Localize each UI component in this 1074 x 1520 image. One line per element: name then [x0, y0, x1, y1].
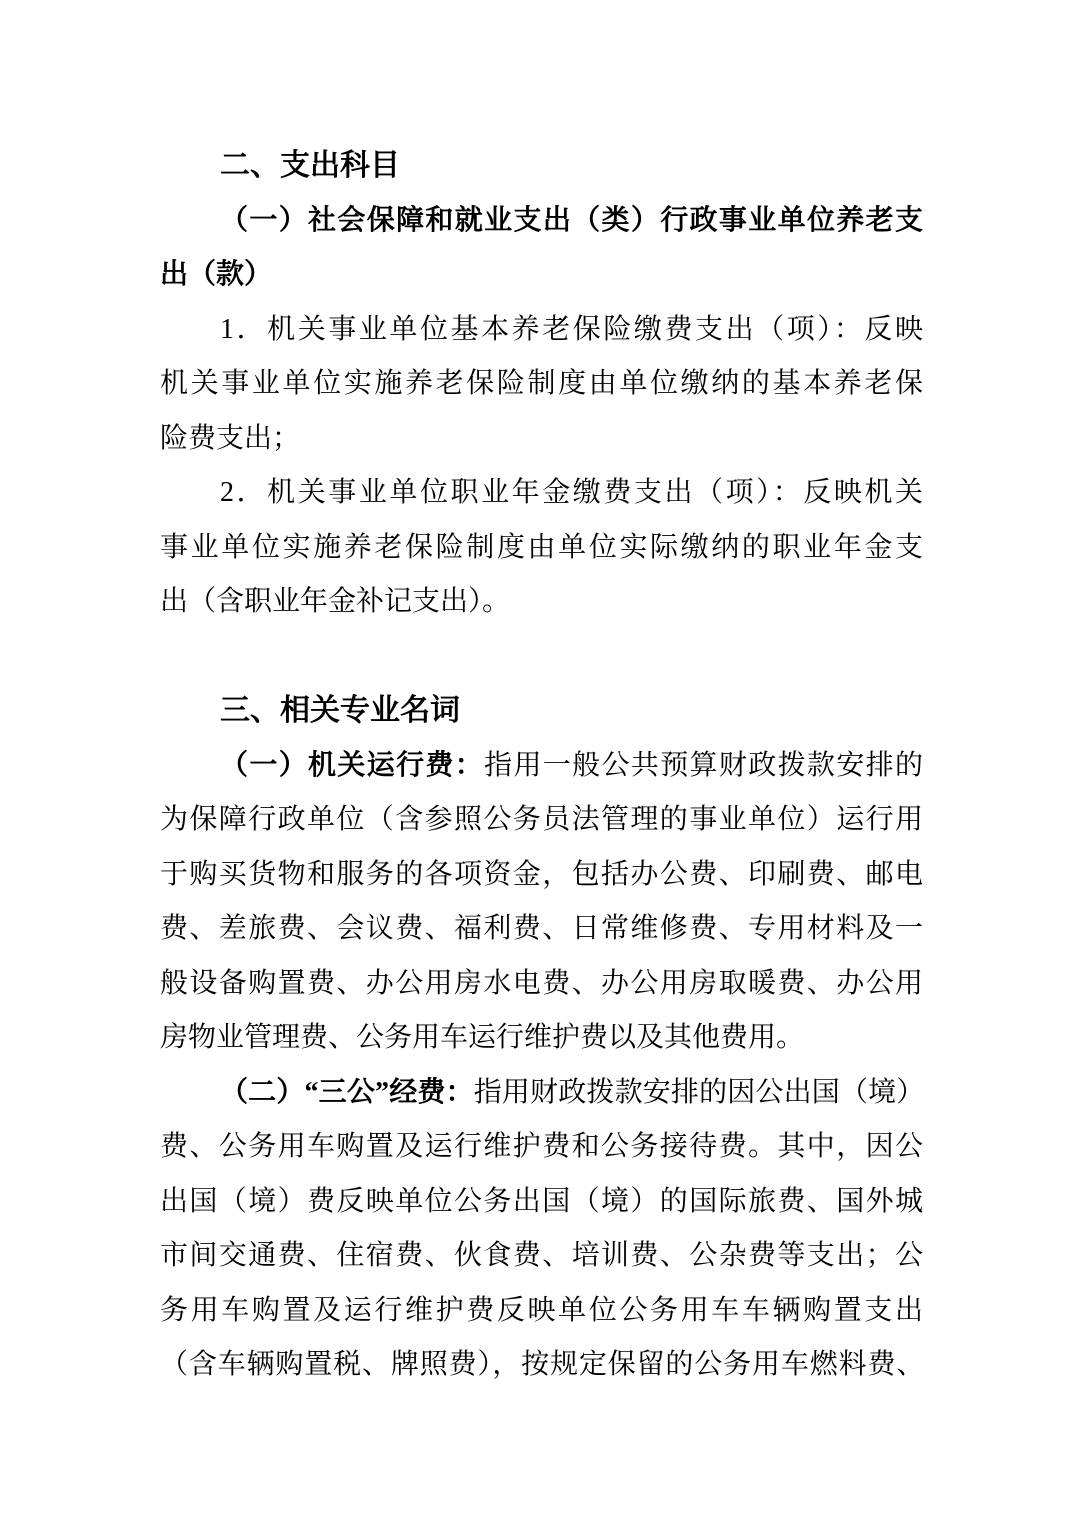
text-segment: 房物业管理费、公务用车运行维护费以及其他费用。 — [160, 1022, 805, 1053]
text-line — [160, 793, 923, 848]
text-segment: 指用一般公共预算财政拨款安排的 — [484, 749, 923, 781]
text-line — [160, 248, 923, 303]
document-body — [160, 139, 923, 1393]
heading-line — [160, 684, 923, 739]
text-segment: 般设备购置费、办公用房水电费、办公用房取暖费、办公用 — [160, 967, 923, 999]
text-segment: 出（含职业年金补记支出）。 — [160, 586, 511, 617]
text-line — [160, 412, 923, 467]
text-line — [160, 357, 923, 412]
para-agency-operating-cost — [160, 739, 923, 1066]
text-line — [160, 848, 923, 903]
text-line — [160, 303, 923, 358]
text-line — [160, 194, 923, 249]
text-segment: 三、相关专业名词 — [220, 694, 460, 727]
text-segment: 指用财政拨款安排的因公出国（境） — [473, 1076, 923, 1108]
text-segment: 出国（境）费反映单位公务出国（境）的国际旅费、国外城 — [160, 1185, 923, 1217]
text-line — [160, 575, 923, 630]
text-line — [160, 739, 923, 794]
text-segment: 费、公务用车购置及运行维护费和公务接待费。其中，因公 — [160, 1131, 923, 1162]
section-heading-related-terms — [160, 684, 923, 739]
text-segment: 机关事业单位实施养老保险制度由单位缴纳的基本养老保 — [160, 368, 923, 399]
text-segment: 1．机关事业单位基本养老保险缴费支出（项）：反映 — [220, 313, 923, 345]
text-segment: 费、差旅费、会议费、福利费、日常维修费、专用材料及一 — [160, 913, 923, 944]
term-label: （一）机关运行费： — [220, 749, 485, 781]
para-basic-pension-contribution — [160, 303, 923, 467]
heading-line — [160, 139, 923, 194]
text-line — [160, 466, 923, 521]
para-three-public-funds — [160, 1066, 923, 1393]
text-segment: （含车辆购置税、牌照费），按规定保留的公务用车燃料费、 — [160, 1349, 923, 1380]
text-line — [160, 1011, 923, 1066]
text-segment: （一）社会保障和就业支出（类）行政事业单位养老支 — [220, 204, 923, 236]
section-heading-expenditure-subjects — [160, 139, 923, 194]
text-line — [160, 957, 923, 1012]
text-line — [160, 902, 923, 957]
para-occupational-annuity-contribution — [160, 466, 923, 630]
text-line — [160, 1229, 923, 1284]
text-line — [160, 1338, 923, 1393]
text-segment: 于购买货物和服务的各项资金，包括办公费、印刷费、邮电 — [160, 858, 923, 890]
text-line — [160, 1175, 923, 1230]
term-label: （二）“三公”经费： — [220, 1076, 474, 1108]
text-line — [160, 521, 923, 576]
blank-line — [160, 630, 923, 685]
para-social-security-employment — [160, 194, 923, 303]
text-segment: 事业单位实施养老保险制度由单位实际缴纳的职业年金支 — [160, 531, 923, 563]
text-segment: 市间交通费、住宿费、伙食费、培训费、公杂费等支出；公 — [160, 1240, 923, 1271]
text-line — [160, 1284, 923, 1339]
text-segment: 为保障行政单位（含参照公务员法管理的事业单位）运行用 — [160, 804, 923, 835]
text-line — [160, 1120, 923, 1175]
text-segment: 务用车购置及运行维护费反映单位公务用车车辆购置支出 — [160, 1294, 923, 1326]
text-segment: 险费支出； — [160, 422, 301, 454]
text-line — [160, 1066, 923, 1121]
text-segment: 二、支出科目 — [220, 149, 400, 182]
text-segment: 2．机关事业单位职业年金缴费支出（项）：反映机关 — [220, 477, 923, 508]
text-segment: 出（款） — [160, 259, 273, 290]
